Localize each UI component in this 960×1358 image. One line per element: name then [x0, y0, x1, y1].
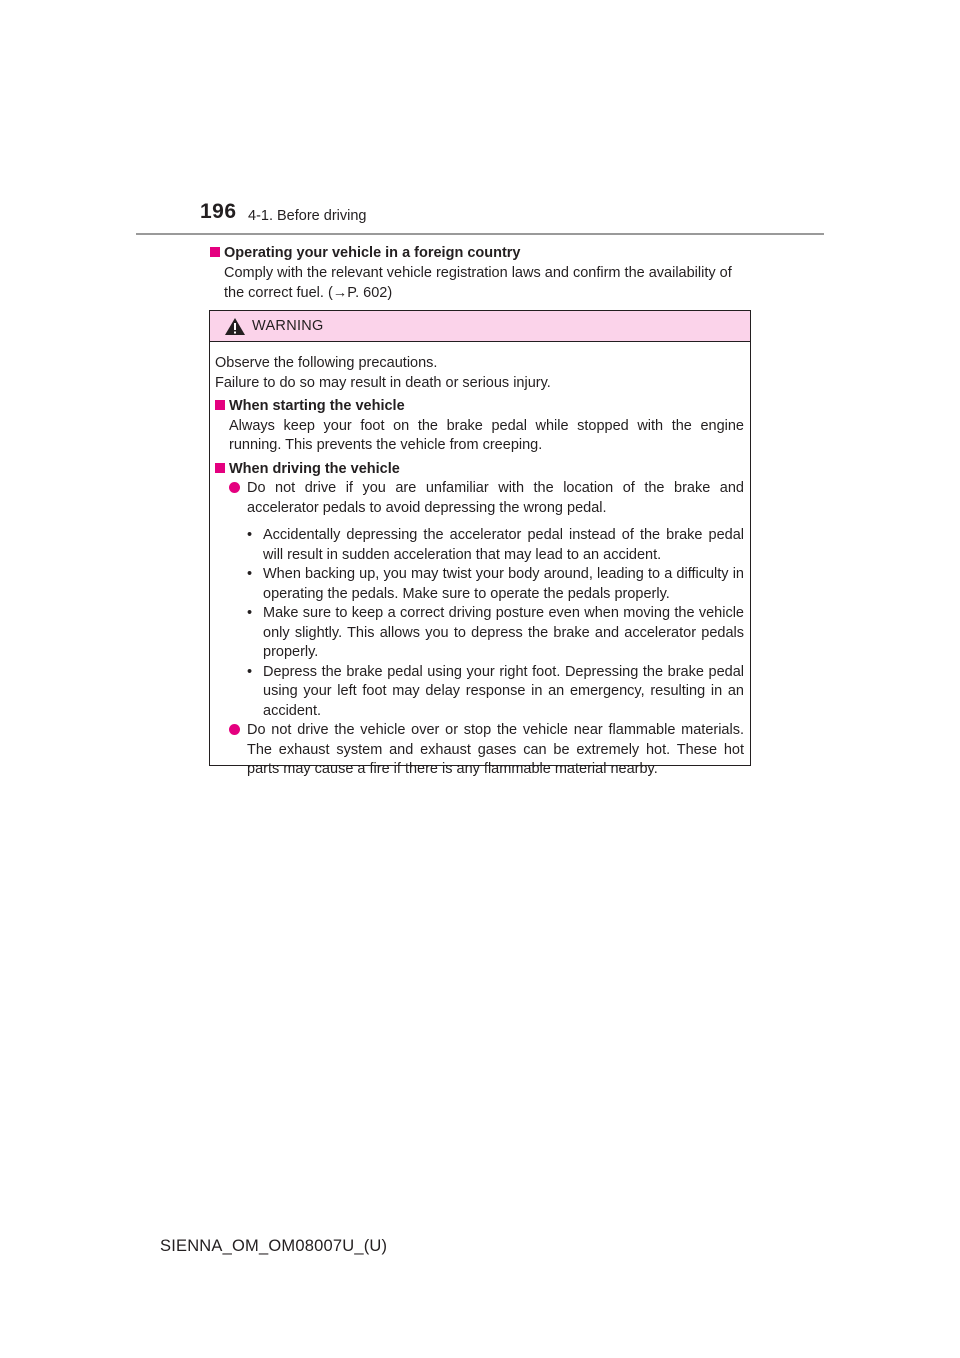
warning-intro-line: Observe the following precautions.: [215, 355, 438, 371]
square-bullet-icon: [215, 400, 225, 410]
warning-title: WARNING: [252, 318, 324, 334]
list-item: • Make sure to keep a correct driving posture even when moving the vehicle only slightly. This allows you to depress the brake and accelerator pedals properly.: [247, 605, 744, 660]
footer-doc-code: SIENNA_OM_OM08007U_(U): [160, 1237, 388, 1255]
list-item: [215, 721, 744, 780]
round-bullet-icon: [229, 482, 240, 493]
warning-header: [210, 311, 750, 342]
warning-box: [209, 310, 751, 777]
list-item: • Accidentally depressing the accelerator pedal instead of the brake pedal will result in sudden acceleration that may lead to an accident.: [247, 527, 744, 563]
list-item: • Depress the brake pedal using your right foot. Depressing the brake pedal using your left foot may delay response in an emergency, resulting in an accident.: [247, 663, 744, 719]
sub-heading-text: When driving the vehicle: [229, 460, 400, 477]
list-item: [215, 479, 744, 518]
intro-body: Comply with the relevant vehicle registration laws and confirm the availability of the correct fuel. (→P. 602): [224, 265, 732, 301]
header-divider: [136, 233, 824, 235]
round-bullet-icon: [229, 724, 240, 735]
intro-heading: [210, 243, 750, 263]
sub-heading-text: When starting the vehicle: [229, 398, 405, 414]
section-title: 4-1. Before driving: [248, 208, 367, 224]
starting-text: Always keep your foot on the brake pedal while stopped with the engine running. This prevents the vehicle from creeping.: [229, 417, 744, 453]
page-header: [0, 0, 960, 240]
sub-heading-starting: [215, 397, 744, 417]
warning-content: [210, 342, 750, 780]
warning-triangle-icon: [224, 317, 246, 336]
sub-heading-driving: [215, 460, 744, 480]
page-number: 196: [200, 200, 237, 223]
list-item-text: Do not drive the vehicle over or stop the vehicle near flammable materials. The exhaust system and exhaust gases can be extremely hot. These hot parts may cause a fire if there is any flammable material nearby.: [247, 722, 744, 777]
square-bullet-icon: [210, 247, 220, 257]
warning-intro-line: Failure to do so may result in death or serious injury.: [215, 374, 551, 391]
intro-section: [210, 243, 750, 303]
sub-bullet-list: [247, 526, 744, 721]
list-item-text: Do not drive if you are unfamiliar with the location of the brake and accelerator pedals to avoid depressing the wrong pedal.: [247, 480, 744, 516]
list-item: • When backing up, you may twist your body around, leading to a difficulty in operating the pedals. Make sure to operate the pedals properly.: [247, 566, 744, 602]
square-bullet-icon: [215, 463, 225, 473]
intro-heading-text: Operating your vehicle in a foreign country: [224, 245, 521, 261]
